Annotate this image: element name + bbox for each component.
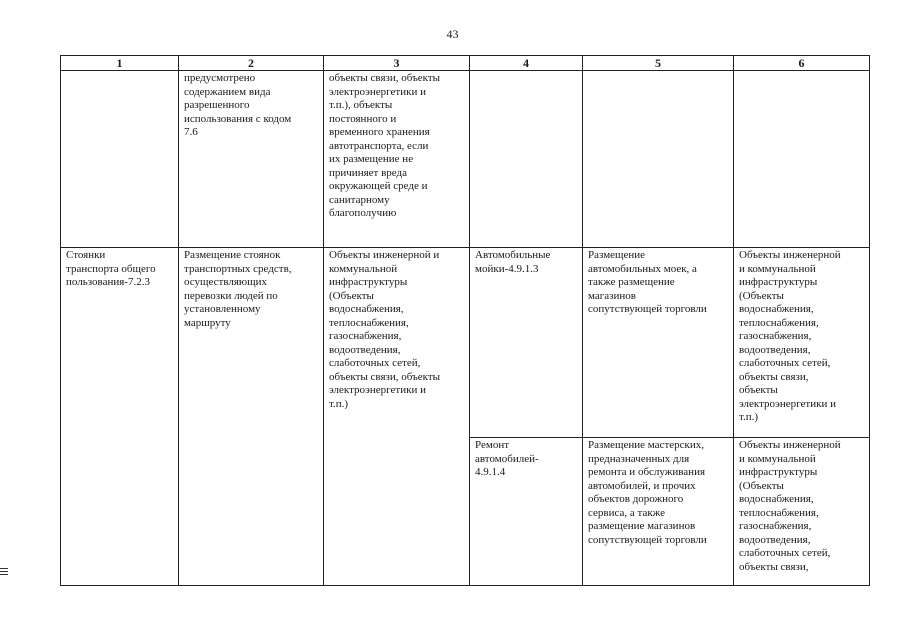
table-row-parking [61, 248, 870, 438]
cell-repair-description [583, 438, 734, 586]
cell-text: Автомобильные мойки-4.9.1.3 [475, 249, 551, 275]
zoning-table [60, 55, 870, 586]
cell-carwash-type [470, 248, 583, 438]
cell-text: Объекты инженерной и коммунальной инфраструктуры (Объекты водоснабжения, теплоснабжения, газоснабжения, водоотведения, слаботочных сетей, объекты связи, объекты электроэнергетики и т.п.) [329, 249, 441, 410]
cell-continuation-col6 [734, 71, 870, 248]
cell-carwash-auxiliary [734, 248, 870, 438]
cell-continuation-col3 [324, 71, 470, 248]
table-row-continuation [61, 71, 870, 248]
cell-text: Размещение автомобильных моек, а также размещение магазинов сопутствующей торговли [588, 249, 707, 315]
cell-parking-auxiliary [324, 248, 470, 586]
cell-parking-description [179, 248, 324, 586]
scan-edge-marks [0, 568, 8, 577]
header-col-3: 3 [324, 56, 470, 71]
cell-repair-auxiliary [734, 438, 870, 586]
cell-text: Стоянки транспорта общего пользования-7.2.3 [66, 249, 156, 288]
cell-carwash-description [583, 248, 734, 438]
cell-repair-type [470, 438, 583, 586]
header-col-5: 5 [583, 56, 734, 71]
cell-text: Размещение стоянок транспортных средств, осуществляющих перевозки людей по установленному маршруту [184, 249, 292, 329]
page-number: 43 [446, 27, 459, 41]
cell-text: объекты связи, объекты электроэнергетики и т.п.), объекты постоянного и временного хранения автотранспорта, если их размещение не причиняет вреда окружающей среде и санитарному благополучию [329, 72, 441, 219]
header-col-1: 1 [61, 56, 179, 71]
cell-text: Ремонт автомобилей- 4.9.1.4 [475, 439, 539, 478]
edge-mark [0, 571, 8, 572]
cell-text: предусмотрено содержанием вида разрешенного использования с кодом 7.6 [184, 72, 292, 138]
cell-continuation-col4 [470, 71, 583, 248]
cell-text: Объекты инженерной и коммунальной инфраструктуры (Объекты водоснабжения, теплоснабжения, газоснабжения, водоотведения, слаботочных сетей, объекты связи, объекты электроэнергетики и т.п.) [739, 249, 841, 423]
header-col-6: 6 [734, 56, 870, 71]
cell-text: Размещение мастерских, предназначенных для ремонта и обслуживания автомобилей, и прочих объектов дорожного сервиса, а также размещение магазинов сопутствующей торговли [588, 439, 707, 546]
cell-continuation-col5 [583, 71, 734, 248]
header-row [61, 56, 870, 71]
cell-parking-type [61, 248, 179, 586]
cell-continuation-col1 [61, 71, 179, 248]
header-col-2: 2 [179, 56, 324, 71]
edge-mark [0, 568, 8, 569]
header-col-4: 4 [470, 56, 583, 71]
edge-mark [0, 574, 8, 575]
cell-continuation-col2 [179, 71, 324, 248]
cell-text: Объекты инженерной и коммунальной инфраструктуры (Объекты водоснабжения, теплоснабжения, газоснабжения, водоотведения, слаботочных сетей, объекты связи, [739, 439, 841, 573]
